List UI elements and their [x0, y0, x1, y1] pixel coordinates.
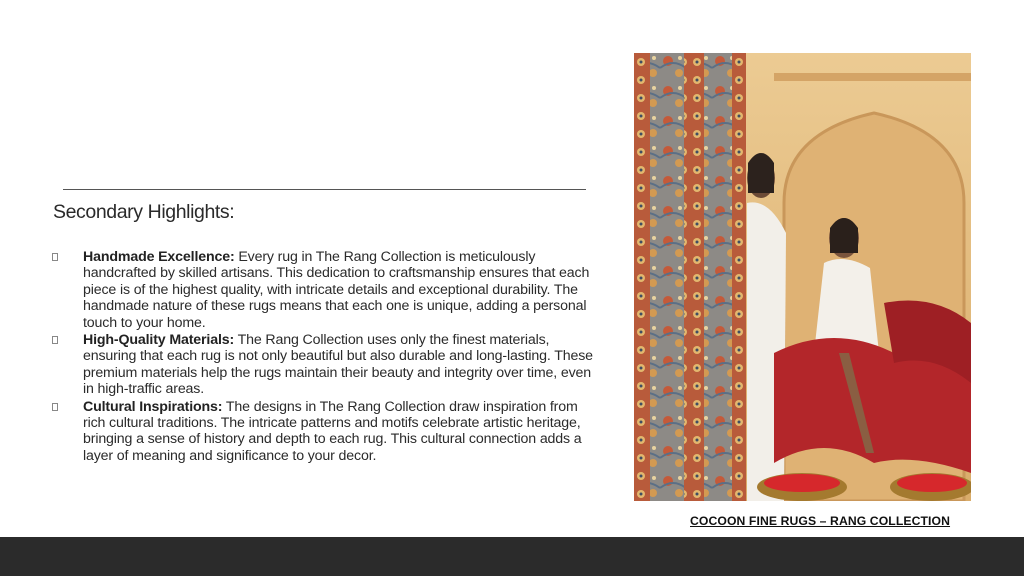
bullet-icon: [52, 403, 58, 411]
bullet-icon: [52, 336, 58, 344]
footer-bar: [0, 537, 1024, 576]
photo-caption: COCOON FINE RUGS – RANG COLLECTION: [690, 514, 951, 528]
rug-photo-illustration: [634, 53, 971, 501]
bullet-text: The Rang Collection uses only the finest materials, ensuring that each rug is not only beautiful but also durable and long-lasting. These premium materials help the rugs maintain their beauty and integrity over time, even in high-traffic areas.: [83, 332, 593, 398]
list-item: [52, 332, 597, 398]
title-divider: [63, 189, 586, 190]
slide-heading: Secondary Highlights:: [53, 201, 235, 223]
bullet-title: High-Quality Materials:: [83, 332, 235, 349]
bullet-title: Handmade Excellence:: [83, 249, 235, 265]
list-item: [52, 249, 597, 331]
rug-photo: [634, 53, 971, 501]
bullet-icon: [52, 253, 58, 261]
bullet-title: Cultural Inspirations:: [83, 398, 223, 415]
bullet-text: The designs in The Rang Collection draw inspiration from rich cultural traditions. The intricate patterns and motifs celebrate artistic heritage, bringing a sense of history and depth to each rug. This cultural connection adds a layer of meaning and significance to your decor.: [83, 398, 582, 464]
bullet-text: Every rug in The Rang Collection is meticulously handcrafted by skilled artisans. This dedication to craftsmanship ensures that each piece is of the highest quality, with intricate details and exceptional durability. The handmade nature of these rugs means that each one is unique, adding a personal touch to your home.: [83, 249, 590, 331]
highlights-list: [52, 249, 597, 465]
list-item: [52, 399, 597, 465]
